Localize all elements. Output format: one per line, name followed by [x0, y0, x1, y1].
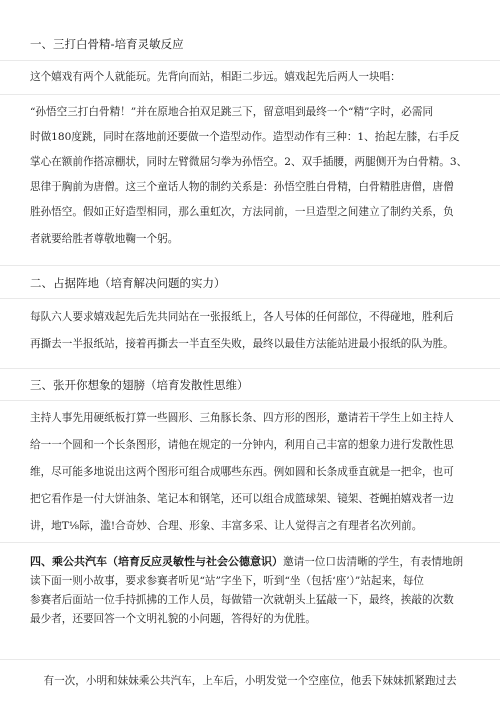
- section-heading: 四、乘公共汽车（培育反应灵敏性与社会公德意识）: [30, 555, 283, 568]
- paragraph-line: “孙悟空三打白骨精！”并在原地合拍双足跳三下，留意唱到最终一个“精”字时，必需同: [30, 106, 434, 118]
- section-heading-line: [30, 555, 472, 569]
- section-heading: 二、占据阵地（培育解决问题的实力）: [30, 276, 226, 290]
- paragraph-line: 每队六人要求嬉戏起先后先共同站在一张报纸上，各人号体的任何部位，不得碰地，胜利后: [30, 311, 454, 323]
- paragraph-line: 讲，地T⅛际，滥!合奇妙、合理、形象、丰富多采、让人觉得言之有理者名次列前。: [30, 520, 423, 532]
- paragraph-line: 主持人事先用硬纸板打算一些圆形、三角豚长条、四方形的图形，邀请若干学生上如主持人: [30, 412, 454, 424]
- paragraph-line: 思律于胸前为唐僧。这三个童话人物的制约关系是：孙悟空胜白骨精，白骨精胜唐僧，唐僧: [30, 181, 454, 193]
- section-heading: 三、张开你想象的翅膀（培育发散性思维）: [30, 378, 249, 392]
- divider: [0, 265, 500, 266]
- divider: [0, 400, 500, 401]
- paragraph-line: 掌心在额前作搭凉棚状，同时左臂微屈匀拳为孙悟空。2、双手插腰，两腿侧开为白骨精。3、: [30, 156, 468, 168]
- paragraph-line: 读下面一则小故事，要求参赛者听见“站”字坐下，听到“坐（包括‘座’）”站起来，每位: [30, 575, 424, 587]
- paragraph-line: 把它看作是一付大饼油条、笔记本和钢笔，还可以组合成篮球架、镜架、苍蝇拍嬉戏者一边: [30, 493, 454, 505]
- paragraph-line: 最少者，还要回答一个文明礼貌的小问题，答得好的为优胜。: [30, 613, 317, 625]
- paragraph-line: 维，尽可能多地说出这两个图形可组合成哪些东西。例如圆和长条成垂直就是一把伞，也可: [30, 466, 454, 478]
- paragraph-line: 参赛者后面站一位手持抓拂的工作人员，每做错一次就朝头上猛敲一下，最终，挨敲的次数: [30, 594, 454, 606]
- divider: [0, 542, 500, 543]
- paragraph-text: 邀请一位口齿清晰的学生，有表情地朗: [283, 556, 464, 568]
- paragraph-line: 这个嬉戏有两个人就能玩。先背向而站，相距二步远。嬉戏起先后两人一块唱：: [30, 71, 401, 83]
- divider: [0, 94, 500, 95]
- paragraph-line: 有一次，小明和妹妹乘公共汽车，上车后，小明发觉一个空座位，他丢下妹妹抓紧跑过去: [30, 675, 457, 687]
- paragraph-line: 时做180度跳，同时在落地前还要做一个造型动作。造型动作有三种：1、抬起左膝，右手反: [30, 131, 460, 143]
- paragraph-line: 胜孙悟空。假如正好造型相同，那么重虹次，方法同前，一旦造型之间建立了制约关系，负: [30, 206, 454, 218]
- paragraph-line: 给一一个圆和一个长条图形，请他在规定的一分钟内，利用自己丰富的想象力进行发散性思: [30, 439, 454, 451]
- divider: [0, 659, 500, 660]
- paragraph-line: 者就要给胜者尊敬地鞠一个躬。: [30, 233, 179, 245]
- divider: [0, 298, 500, 299]
- section-heading: 一、三打白骨精-培育灵敏反应: [30, 37, 184, 51]
- divider: [0, 60, 500, 61]
- paragraph-line: 再撕去一半报纸站，接着再撕去一半直至失败，最终以最佳方法能站进最小报纸的队为胜。: [30, 338, 454, 350]
- divider: [0, 368, 500, 369]
